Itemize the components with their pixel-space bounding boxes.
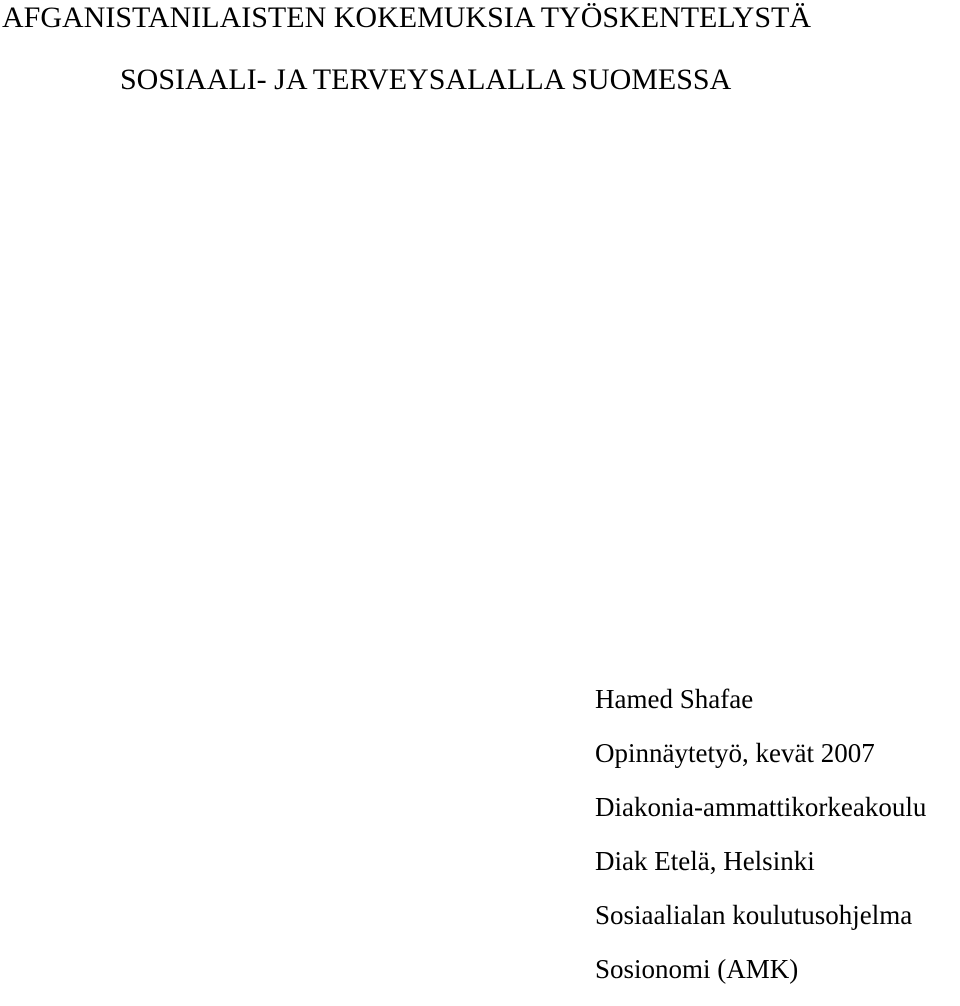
author-name: Hamed Shafae: [595, 684, 754, 714]
campus-location: Diak Etelä, Helsinki: [595, 846, 815, 876]
thesis-type: Opinnäytetyö, kevät 2007: [595, 738, 875, 768]
degree-programme: Sosiaalialan koulutusohjelma: [595, 900, 913, 930]
author-info-block: [595, 682, 926, 1006]
institution-name: Diakonia-ammattikorkeakoulu: [595, 792, 927, 822]
document-title-line-1: AFGANISTANILAISTEN KOKEMUKSIA TYÖSKENTELYSTÄ: [2, 1, 812, 34]
document-title-line-2: SOSIAALI- JA TERVEYSALALLA SUOMESSA: [120, 63, 732, 96]
degree-title: Sosionomi (AMK): [595, 954, 799, 984]
